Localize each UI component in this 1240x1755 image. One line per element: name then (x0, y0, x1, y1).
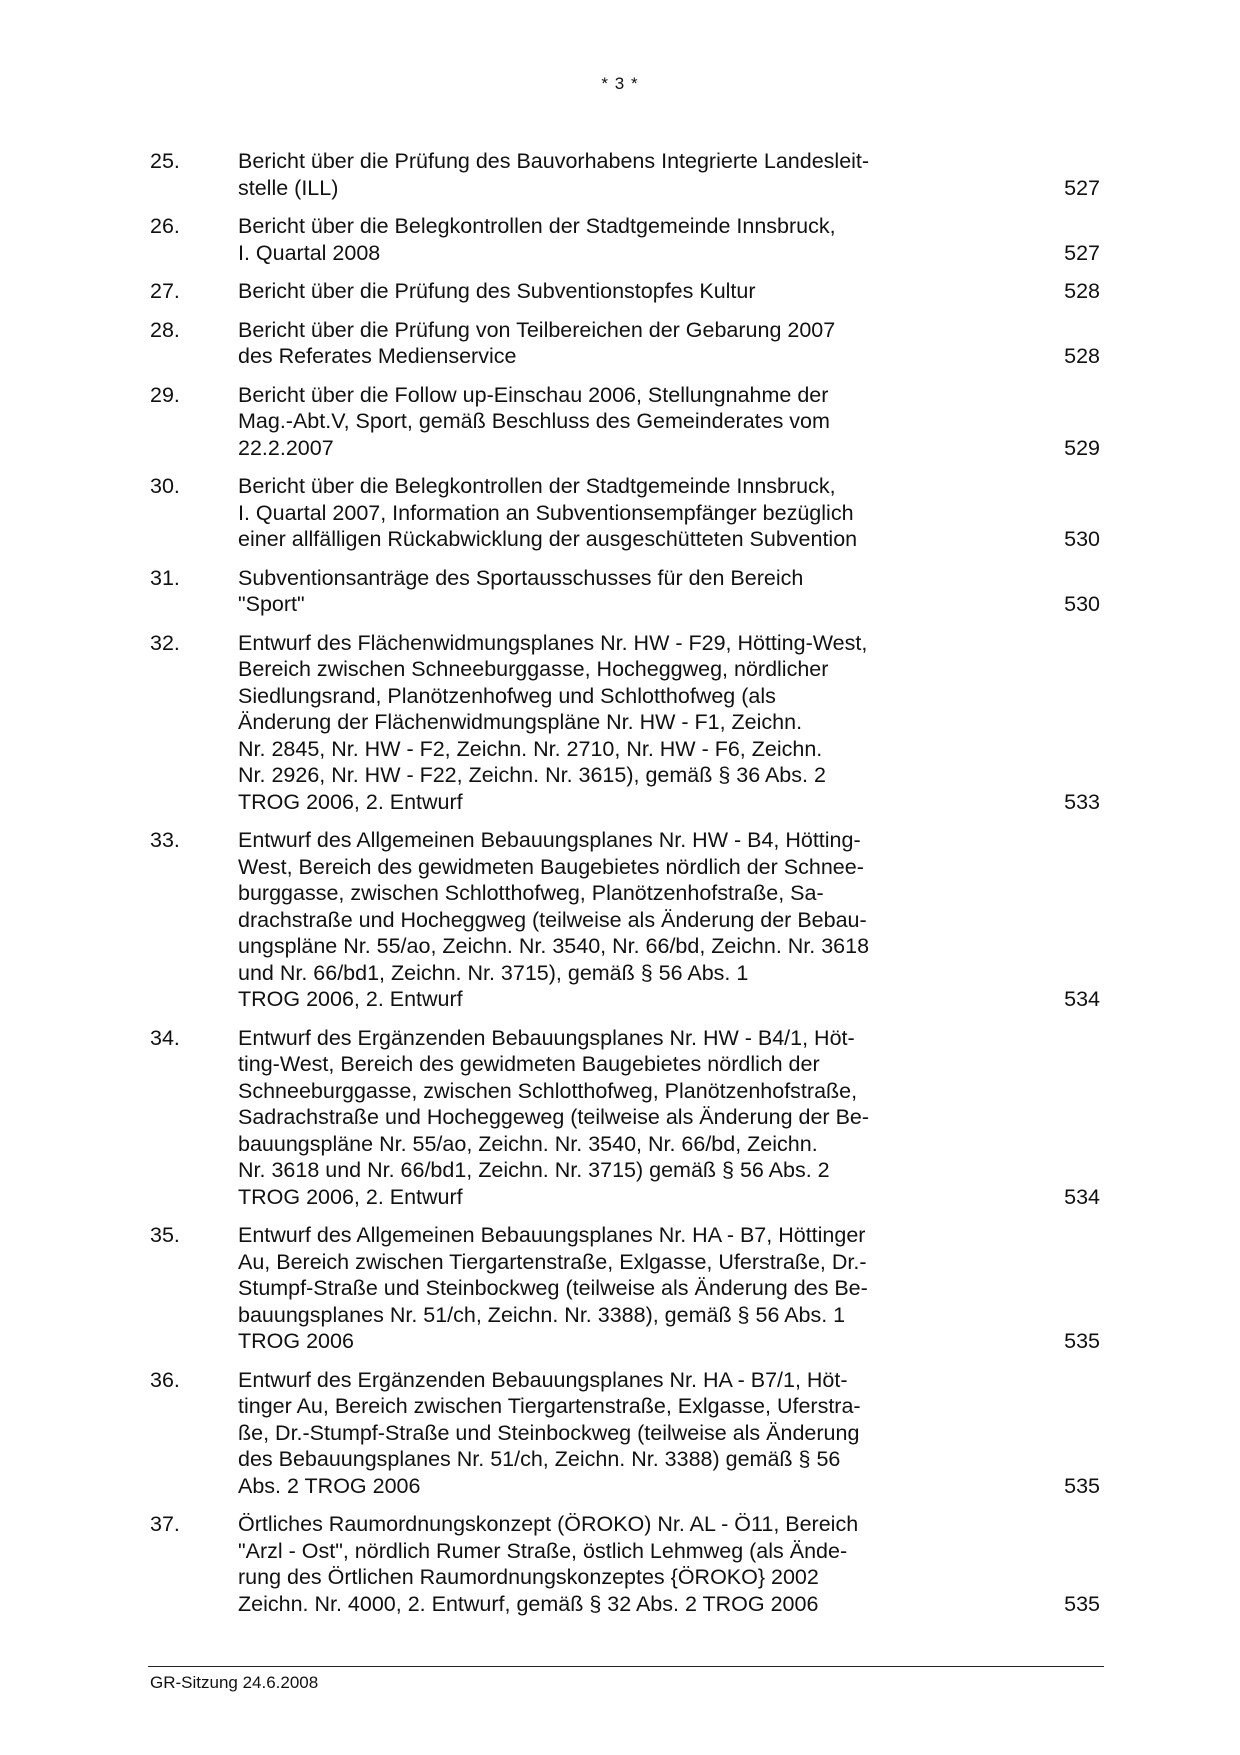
toc-entry-title-line: Bericht über die Belegkontrollen der Stadtgemeinde Innsbruck, (238, 474, 836, 498)
toc-entry (150, 1222, 1100, 1355)
toc-entry-title-line: des Referates Medienservice (238, 344, 517, 368)
toc-entry-title-line: Bereich zwischen Schneeburggasse, Hocheggweg, nördlicher (238, 657, 829, 681)
toc-entry-title-line: tinger Au, Bereich zwischen Tiergartenstraße, Exlgasse, Uferstra- (238, 1394, 861, 1418)
toc-entry-number: 25. (150, 149, 180, 173)
toc-entry-title (238, 213, 938, 266)
toc-entry-number: 37. (150, 1512, 180, 1536)
toc-entry-page: 530 (1064, 527, 1100, 551)
toc-entry-number: 36. (150, 1367, 180, 1392)
toc-entry-title (238, 148, 938, 201)
page-number-header: * 3 * (601, 74, 639, 93)
toc-entry-title-line: "Arzl - Ost", nördlich Rumer Straße, östlich Lehmweg (als Ände- (238, 1538, 848, 1563)
toc-entry-title-line: I. Quartal 2007, Information an Subventionsempfänger bezüglich (238, 500, 854, 525)
toc-entry-title (238, 382, 938, 462)
toc-entry-title-line: Schneeburggasse, zwischen Schlotthofweg, Planötzenhofstraße, (238, 1078, 858, 1103)
toc-entry-title (238, 827, 938, 1013)
toc-entry (150, 213, 1100, 266)
toc-entry (150, 148, 1100, 201)
toc-entry-title (238, 317, 938, 370)
toc-entry-title-line: ße, Dr.-Stumpf-Straße und Steinbockweg (teilweise als Änderung (238, 1420, 860, 1445)
toc-entry-page: 528 (1064, 344, 1100, 368)
toc-entry-title-line: Entwurf des Ergänzenden Bebauungsplanes Nr. HW - B4/1, Höt- (238, 1025, 855, 1050)
toc-entry-page: 533 (1064, 789, 1100, 814)
toc-entry-title-line: Bericht über die Prüfung des Subventionstopfes Kultur (238, 279, 756, 303)
toc-entry-title-line: TROG 2006, 2. Entwurf (238, 987, 463, 1011)
toc-entry-title-line: Abs. 2 TROG 2006 (238, 1473, 421, 1498)
toc-entry-title-line: Bericht über die Belegkontrollen der Stadtgemeinde Innsbruck, (238, 214, 836, 238)
toc-entry-title-line: Bericht über die Prüfung von Teilbereichen der Gebarung 2007 (238, 317, 836, 342)
toc-entry-number: 35. (150, 1223, 180, 1247)
toc-entry-title-line: und Nr. 66/bd1, Zeichn. Nr. 3715), gemäß § 56 Abs. 1 (238, 960, 749, 985)
toc-entry-title (238, 278, 938, 305)
toc-entry-title-line: ungspläne Nr. 55/ao, Zeichn. Nr. 3540, Nr. 66/bd, Zeichn. Nr. 3618 (238, 934, 870, 958)
toc-entry-title-line: rung des Örtlichen Raumordnungskonzeptes {ÖROKO} 2002 (238, 1565, 819, 1589)
toc-entry (150, 1025, 1100, 1211)
toc-entry-title-line: Sadrachstraße und Hocheggeweg (teilweise als Änderung der Be- (238, 1105, 870, 1129)
toc-entry-page: 529 (1064, 435, 1100, 460)
toc-entry (150, 630, 1100, 816)
toc-entry (150, 278, 1100, 305)
toc-entry-page: 527 (1064, 240, 1100, 265)
toc-entry-title-line: stelle (ILL) (238, 175, 339, 200)
toc-entry (150, 382, 1100, 462)
toc-entry-title-line: Entwurf des Allgemeinen Bebauungsplanes Nr. HA - B7, Höttinger (238, 1223, 866, 1247)
footer-divider (148, 1666, 1104, 1667)
toc-entry-number: 34. (150, 1025, 180, 1050)
toc-entry-title-line: Änderung der Flächenwidmungspläne Nr. HW - F1, Zeichn. (238, 710, 803, 734)
toc-entry-title (238, 1367, 938, 1500)
toc-entry-title-line: Nr. 2845, Nr. HW - F2, Zeichn. Nr. 2710, Nr. HW - F6, Zeichn. (238, 736, 823, 761)
toc-entry-page: 534 (1064, 1184, 1100, 1209)
toc-entry (150, 317, 1100, 370)
toc-entry-title-line: Nr. 2926, Nr. HW - F22, Zeichn. Nr. 3615), gemäß § 36 Abs. 2 (238, 763, 826, 787)
toc-entry-number: 26. (150, 214, 180, 238)
toc-entry-title-line: Au, Bereich zwischen Tiergartenstraße, Exlgasse, Uferstraße, Dr.- (238, 1249, 867, 1274)
toc-entry (150, 827, 1100, 1013)
table-of-contents (150, 148, 1100, 1629)
toc-entry-title-line: einer allfälligen Rückabwicklung der ausgeschütteten Subvention (238, 527, 858, 551)
toc-entry-title-line: bauungspläne Nr. 55/ao, Zeichn. Nr. 3540, Nr. 66/bd, Zeichn. (238, 1131, 818, 1156)
toc-entry-title-line: TROG 2006, 2. Entwurf (238, 1184, 463, 1209)
toc-entry-title-line: bauungsplanes Nr. 51/ch, Zeichn. Nr. 3388), gemäß § 56 Abs. 1 (238, 1302, 846, 1327)
toc-entry-title-line: I. Quartal 2008 (238, 240, 381, 265)
toc-entry-number: 33. (150, 828, 180, 852)
toc-entry-title-line: "Sport" (238, 592, 305, 616)
toc-entry-number: 32. (150, 630, 180, 655)
toc-entry-number: 28. (150, 317, 180, 342)
toc-entry-title-line: Entwurf des Flächenwidmungsplanes Nr. HW - F29, Hötting-West, (238, 630, 868, 655)
toc-entry-title-line: Nr. 3618 und Nr. 66/bd1, Zeichn. Nr. 3715) gemäß § 56 Abs. 2 (238, 1158, 830, 1182)
toc-entry (150, 1367, 1100, 1500)
toc-entry (150, 473, 1100, 553)
toc-entry-title (238, 473, 938, 553)
toc-entry-title-line: Subventionsanträge des Sportausschusses für den Bereich (238, 565, 804, 590)
toc-entry-number: 31. (150, 565, 180, 590)
toc-entry-title-line: TROG 2006 (238, 1329, 354, 1353)
toc-entry-title-line: Siedlungsrand, Planötzenhofweg und Schlotthofweg (als (238, 683, 776, 708)
toc-entry-title-line: Örtliches Raumordnungskonzept (ÖROKO) Nr. AL - Ö11, Bereich (238, 1512, 859, 1536)
toc-entry-title-line: burggasse, zwischen Schlotthofweg, Planötzenhofstraße, Sa- (238, 881, 824, 905)
toc-entry-title-line: Bericht über die Follow up-Einschau 2006, Stellungnahme der (238, 382, 829, 407)
toc-entry-title-line: 22.2.2007 (238, 435, 334, 460)
toc-entry-title (238, 1222, 938, 1355)
toc-entry (150, 565, 1100, 618)
footer-session-date: GR-Sitzung 24.6.2008 (150, 1673, 319, 1692)
toc-entry-page: 527 (1064, 175, 1100, 200)
toc-entry-page: 535 (1064, 1473, 1100, 1498)
toc-entry-title (238, 1511, 938, 1617)
toc-entry-title-line: TROG 2006, 2. Entwurf (238, 789, 463, 814)
toc-entry-title-line: Stumpf-Straße und Steinbockweg (teilweise als Änderung des Be- (238, 1276, 868, 1300)
toc-entry-title-line: des Bebauungsplanes Nr. 51/ch, Zeichn. Nr. 3388) gemäß § 56 (238, 1447, 841, 1471)
toc-entry-number: 30. (150, 474, 180, 498)
toc-entry-title-line: West, Bereich des gewidmeten Baugebietes nördlich der Schnee- (238, 854, 864, 879)
toc-entry-page: 530 (1064, 592, 1100, 616)
toc-entry-title-line: Entwurf des Ergänzenden Bebauungsplanes Nr. HA - B7/1, Höt- (238, 1367, 848, 1392)
toc-entry-number: 27. (150, 279, 180, 303)
toc-entry (150, 1511, 1100, 1617)
toc-entry-title-line: Mag.-Abt.V, Sport, gemäß Beschluss des Gemeinderates vom (238, 409, 830, 433)
toc-entry-title (238, 565, 938, 618)
toc-entry-title-line: ting-West, Bereich des gewidmeten Baugebietes nördlich der (238, 1052, 820, 1076)
toc-entry-title-line: drachstraße und Hocheggweg (teilweise als Änderung der Bebau- (238, 907, 867, 932)
toc-entry-title-line: Entwurf des Allgemeinen Bebauungsplanes Nr. HW - B4, Hötting- (238, 828, 861, 852)
toc-entry-number: 29. (150, 382, 180, 407)
toc-entry-title (238, 630, 938, 816)
toc-entry-title-line: Bericht über die Prüfung des Bauvorhabens Integrierte Landesleit- (238, 149, 870, 173)
toc-entry-page: 528 (1064, 279, 1100, 303)
toc-entry-title (238, 1025, 938, 1211)
toc-entry-page: 535 (1064, 1591, 1100, 1616)
toc-entry-page: 534 (1064, 987, 1100, 1011)
toc-entry-title-line: Zeichn. Nr. 4000, 2. Entwurf, gemäß § 32 Abs. 2 TROG 2006 (238, 1591, 819, 1616)
toc-entry-page: 535 (1064, 1329, 1100, 1353)
